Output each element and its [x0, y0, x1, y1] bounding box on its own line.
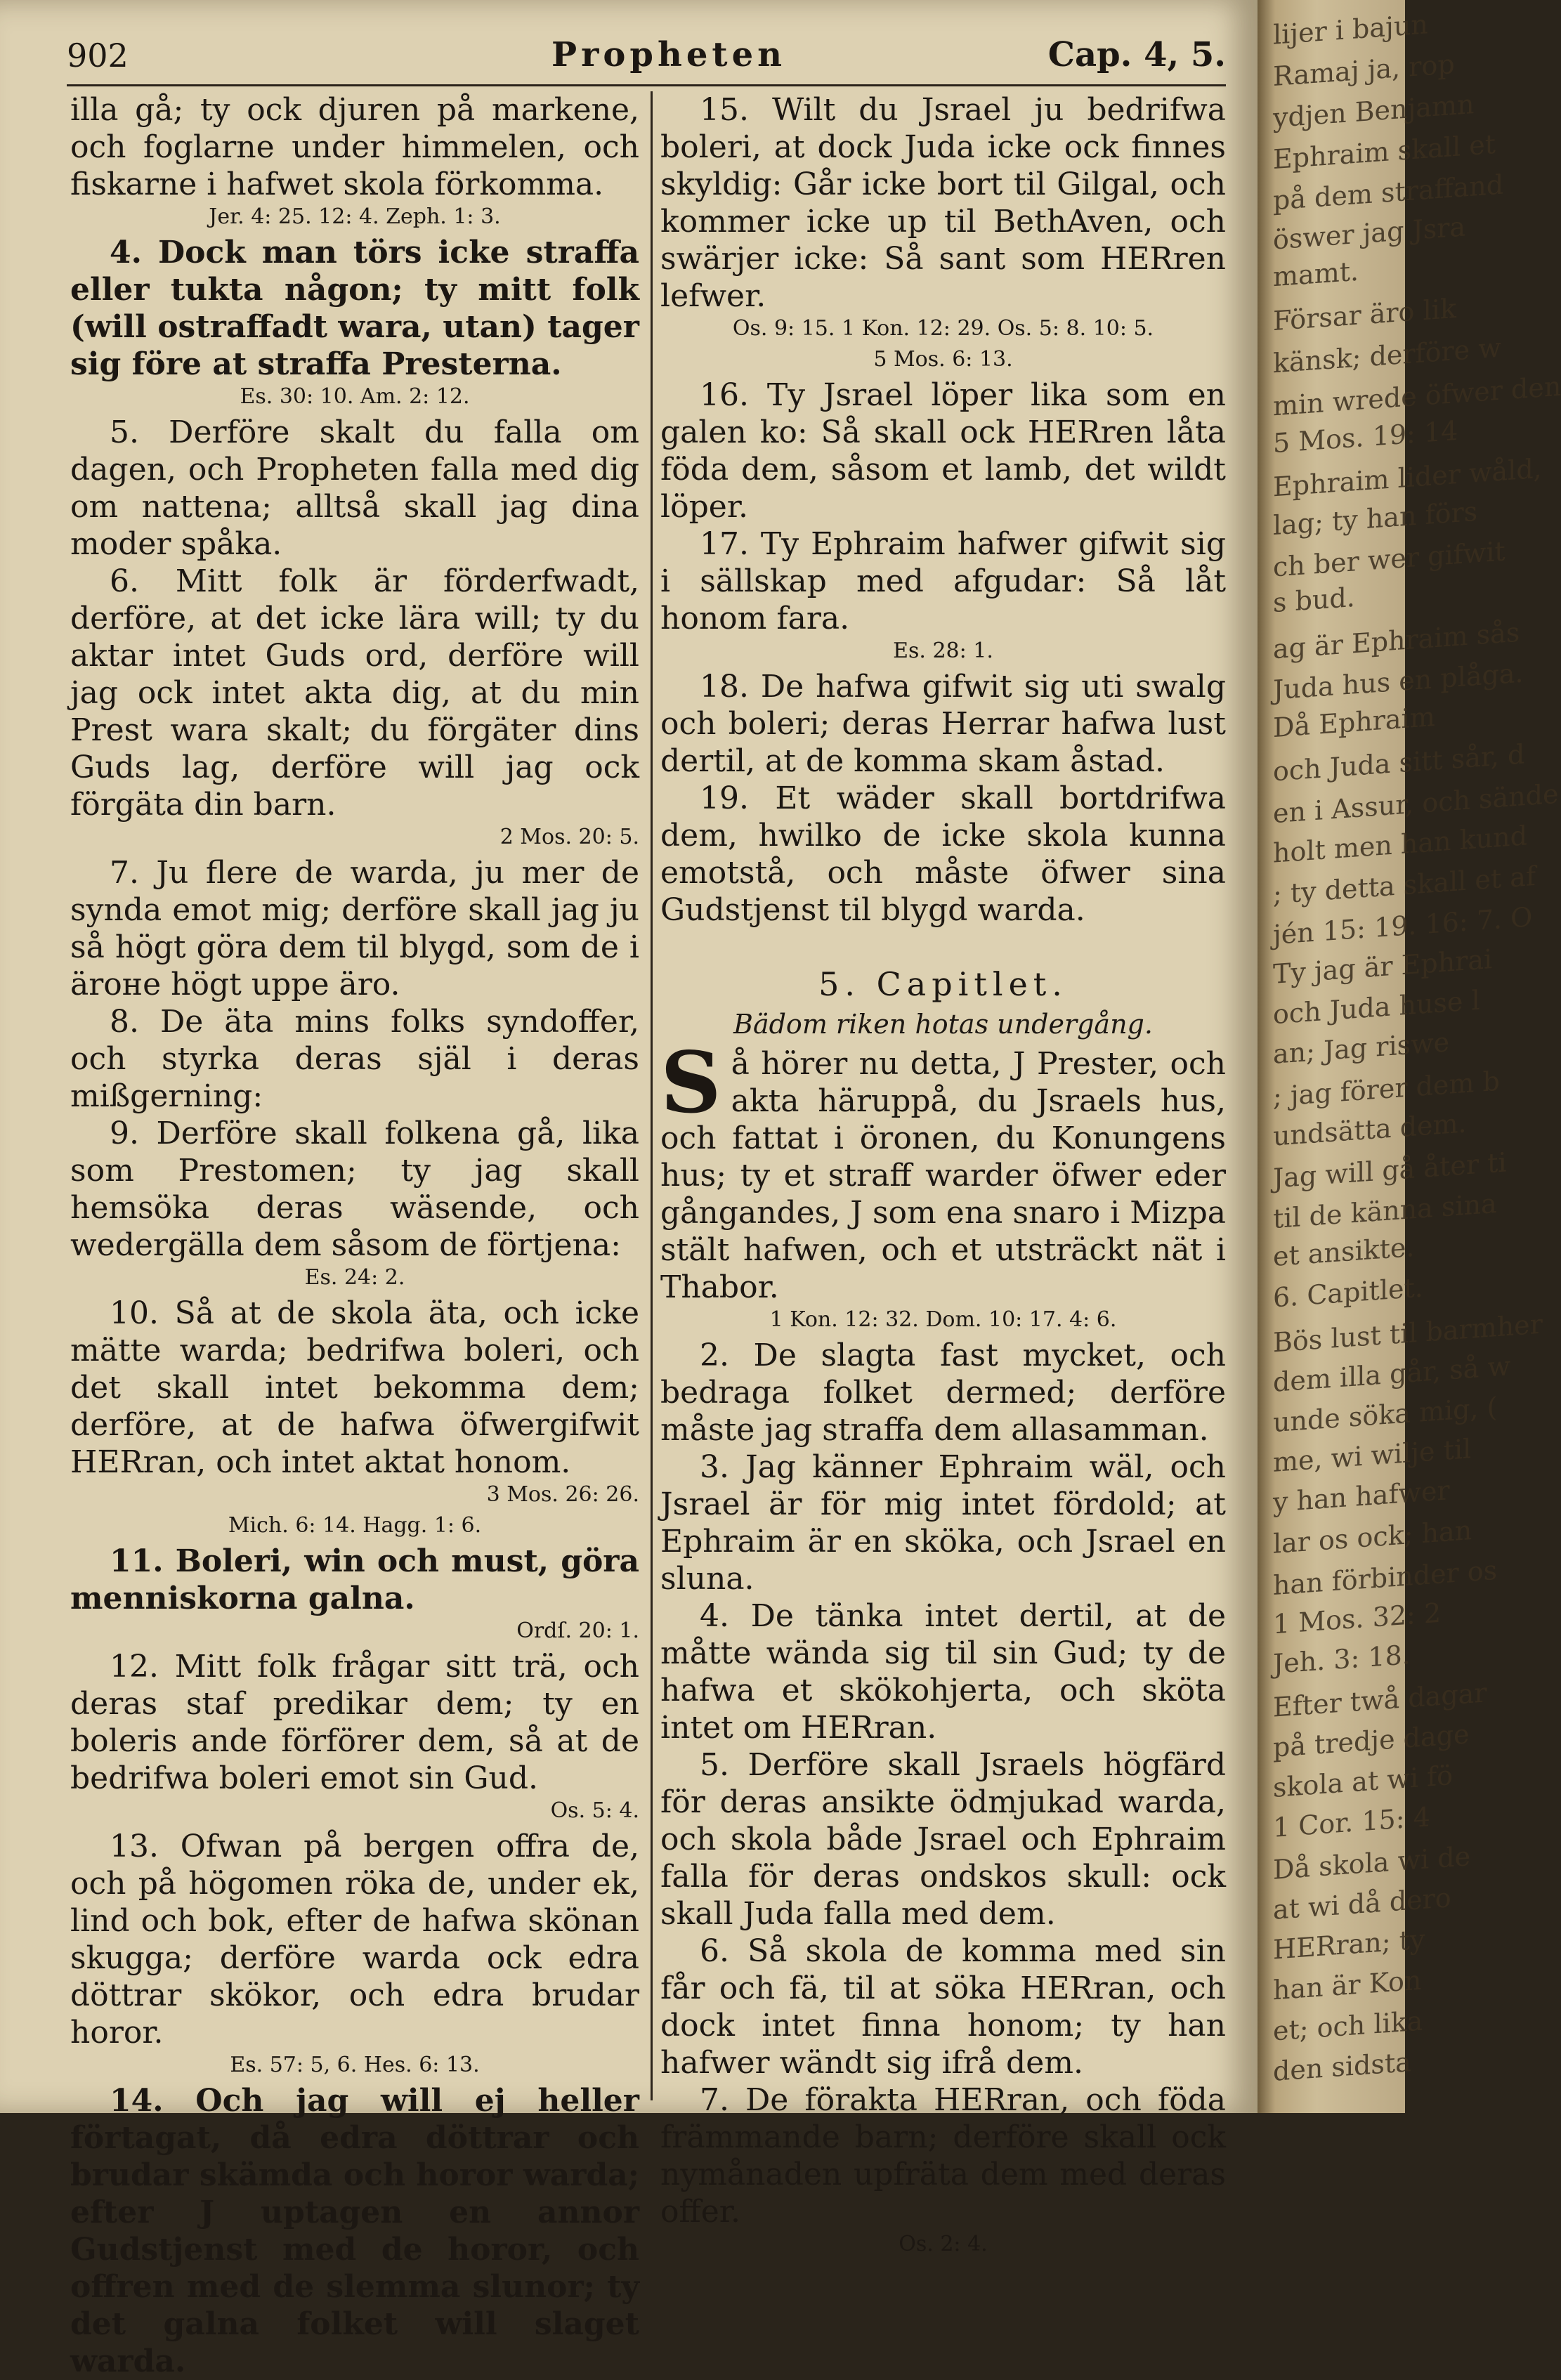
edge-text-fragment: på tredje dage	[1273, 1718, 1470, 1763]
edge-text-fragment: Då Ephraim	[1273, 700, 1435, 744]
edge-text-fragment: s bud.	[1273, 581, 1355, 619]
cross-reference: 1 Kon. 12: 32. Dom. 10: 17. 4: 6.	[769, 1307, 1117, 1332]
edge-text-fragment: han förbinder os	[1273, 1554, 1498, 1602]
edge-text-fragment: Jag will gå åter ti	[1273, 1146, 1507, 1194]
cross-reference: Os. 9: 15. 1 Kon. 12: 29. Os. 5: 8. 10: 5.	[732, 316, 1154, 341]
edge-text-fragment: et; och lika	[1273, 2005, 1423, 2047]
cross-reference: 3 Mos. 26: 26.	[486, 1482, 639, 1507]
edge-text-fragment: lag; ty han förs	[1273, 495, 1478, 542]
cross-reference: Es. 57: 5, 6. Hes. 6: 13.	[230, 2053, 480, 2077]
edge-text-fragment: Ramaj ja, rop	[1273, 48, 1455, 93]
chapter-opening-paragraph	[660, 1033, 1226, 1306]
edge-text-fragment: dem illa går, så w	[1273, 1350, 1511, 1398]
verse-paragraph: 9. Derföre skall folkena gå, lika som Prestomen; ty jag skall hemsöka deras wäsende, och wedergälla dem såsom de förtjena:	[70, 1116, 639, 1263]
edge-text-fragment: Ephraim lider wåld,	[1273, 452, 1542, 503]
page-header	[67, 28, 1226, 86]
edge-text-fragment: 5 Mos. 19: 14	[1273, 414, 1458, 459]
verse-paragraph: 6. Så skola de komma med sin får och fä, til at söka HERran, och dock intet finna honom; ty han hafwer wändt sig ifrå dem.	[660, 1933, 1226, 2081]
verse-paragraph: 14. Och jag will ej heller förtagat, då edra döttrar och brudar skämda och horor warda; efter J uptagen en annor Gudstjenst med de horor, och offren med de slemma slunor; ty det galna folket will slaget warda.	[70, 2083, 639, 2379]
edge-text-fragment: ag är Ephraim sås	[1273, 616, 1520, 665]
cross-reference: Ordſ. 20: 1.	[516, 1619, 639, 1643]
cross-reference: Jer. 4: 25. 12: 4. Zeph. 1: 3.	[209, 204, 501, 229]
verse-paragraph: 11. Boleri, win och must, göra menniskorna galna.	[70, 1543, 639, 1616]
edge-text-fragment: y han hafwer	[1273, 1475, 1450, 1518]
edge-text-fragment: och Juda sitt sår, d	[1273, 738, 1525, 787]
chapter-reference: Cap. 4, 5.	[1047, 35, 1226, 74]
cross-reference: Os. 5: 4.	[550, 1798, 639, 1823]
verse-paragraph: 8. De äta mins folks syndoffer, och styrka deras själ i deras mißgerning:	[70, 1004, 639, 1114]
edge-text-fragment: Bös lust til barmher	[1273, 1308, 1543, 1359]
verse-paragraph: 6. Mitt folk är förderfwadt, derföre, at det icke lära will; ty du aktar intet Guds ord, derföre will jag ock intet akta dig, at du min Prest wara skalt; du förgäter dins Guds lag, derföre will jag ock förgäta din barn.	[70, 563, 639, 823]
edge-text-fragment: me, wi wilje til	[1273, 1433, 1472, 1478]
verse-paragraph: 5. Derföre skall Jsraels högfärd för deras ansikte ödmjukad warda, och skola både Jsrael och Ephraim falla för deras ondskos skull: ock skall Juda falla med dem.	[660, 1747, 1226, 1932]
edge-text-fragment: skola at wi fö	[1273, 1760, 1453, 1803]
cross-reference: 5 Mos. 6: 13.	[873, 347, 1013, 372]
verse-paragraph: 10. Så at de skola äta, och icke mätte warda; bedrifwa boleri, och det skall intet bekomma dem; derföre, at de hafwa öfwergifwit HERran, och intet aktat honom.	[70, 1295, 639, 1480]
cross-reference: Es. 28: 1.	[893, 639, 993, 663]
edge-text-fragment: HERran; ty	[1273, 1923, 1425, 1966]
verse-paragraph: 4. Dock man törs icke straffa eller tukta någon; ty mitt folk (will ostraffadt wara, utan) tager sig före at straffa Presterna.	[70, 235, 639, 382]
edge-text-fragment: ch ber wer gifwit	[1273, 535, 1506, 583]
edge-text-fragment: jén 15: 19. 16: 7. O	[1273, 901, 1533, 950]
verse-paragraph: illa gå; ty ock djuren på markene, och foglarne under himmelen, och fiskarne i hafwet skola förkomma.	[70, 92, 639, 202]
cross-reference: Es. 24: 2.	[304, 1265, 405, 1290]
edge-text-fragment: Försar äro lik	[1273, 292, 1456, 337]
edge-text-fragment: lar os ock; han	[1273, 1515, 1472, 1560]
edge-text-fragment: unde söka mig, (	[1273, 1391, 1498, 1439]
cross-reference: Es. 30: 10. Am. 2: 12.	[240, 384, 470, 409]
column-divider	[651, 91, 653, 2100]
edge-text-fragment: den sidsta	[1273, 2046, 1411, 2087]
edge-text-fragment: känsk; derföre w	[1273, 332, 1501, 379]
verse-paragraph: 16. Ty Jsrael löper lika som en galen ko: Så skall ock HERren låta föda dem, såsom et lamb, det wildt löper.	[660, 377, 1226, 525]
verse-paragraph: 18. De hafwa gifwit sig uti swalg och boleri; deras Herrar hafwa lust dertil, at de komma skam åstad.	[660, 669, 1226, 779]
edge-text-fragment: at wi då dero	[1273, 1882, 1451, 1925]
edge-text-fragment: undsätta dem.	[1273, 1107, 1467, 1152]
chapter-heading: 5. Capitlet.	[818, 965, 1068, 1003]
verse-paragraph: 7. De förakta HERran, och föda främmande barn; derföre skall ock nymånaden upfräta dem med deras offer.	[660, 2082, 1226, 2230]
verse-paragraph: 3. Jag känner Ephraim wäl, och Jsrael är för mig intet fördold; at Ephraim är en sköka, och Jsrael en sluna.	[660, 1449, 1226, 1597]
edge-text-fragment: en i Assur, och sände	[1273, 778, 1559, 830]
verse-paragraph: 4. De tänka intet dertil, at de måtte wända sig til sin Gud; ty de hafwa et skökohjerta, och sköta intet om HERran.	[660, 1598, 1226, 1746]
verse-paragraph: 13. Ofwan på bergen offra de, och på högomen röka de, under ek, lind och bok, efter de hafwa skönan skugga; derföre warda ock edra döttrar skökor, och edra brudar horor.	[70, 1829, 639, 2051]
adjacent-page-edge	[1258, 0, 1561, 2113]
edge-text-fragment: min wrede öfwer den	[1273, 370, 1561, 422]
edge-text-fragment: ; ty detta skall et af	[1273, 860, 1536, 910]
edge-text-fragment: lijer i bajun	[1273, 8, 1428, 51]
verse-paragraph: 12. Mitt folk frågar sitt trä, och deras staf predikar dem; ty en boleris ande förförer dem, så at de bedrifwa boleri emot sin Gud.	[70, 1649, 639, 1796]
drop-cap: S	[660, 1033, 721, 1132]
edge-text-fragment: öswer jag Jsra	[1273, 211, 1466, 256]
verse-paragraph: 15. Wilt du Jsrael ju bedrifwa boleri, at dock Juda icke ock finnes skyldig: Går icke bort til Gilgal, och kommer icke up til BethAven, och swärjer icke: Så sant som HERren lefwer.	[660, 92, 1226, 314]
cross-reference: Mich. 6: 14. Hagg. 1: 6.	[228, 1513, 482, 1538]
edge-text-fragment: ; jag förer dem b	[1273, 1065, 1500, 1113]
edge-text-fragment: 6. Capitlet.	[1273, 1271, 1423, 1314]
verse-paragraph: 19. Et wäder skall bortdrifwa dem, hwilko de icke skola kunna emotstå, och måste öfwer sina Gudstjenst til blygd warda.	[660, 780, 1226, 928]
edge-text-fragment: Juda hus en plåga.	[1273, 657, 1524, 706]
right-column	[660, 91, 1226, 2261]
edge-text-fragment: Ty jag är Ephrai	[1273, 943, 1493, 990]
page-number: 902	[67, 37, 129, 74]
running-title: Propheten	[551, 35, 787, 74]
edge-text-fragment: et ansikte.	[1273, 1231, 1415, 1273]
opening-text: å hörer nu detta, J Prester, och akta häruppå, du Jsraels hus, och fattat i öronen, du Konungens hus; ty et straff warder öfwer eder gångandes, J som ena snaro i Mizpa stält hafwen, och et utsträckt nät i Thabor.	[660, 1046, 1226, 1305]
verse-paragraph: 7. Ju flere de warda, ju mer de synda emot mig; derföre skall jag ju så högt göra dem til blygd, som de i äroне högt uppe äro.	[70, 855, 639, 1002]
edge-text-fragment: 1 Cor. 15: 4	[1273, 1801, 1430, 1843]
edge-text-fragment: holt men han kund	[1273, 820, 1527, 869]
edge-text-fragment: 1 Mos. 32: 2	[1273, 1597, 1442, 1640]
edge-text-fragment: Efter twå dagar	[1273, 1677, 1487, 1723]
edge-text-fragment: Ephraim skall et	[1273, 128, 1496, 176]
cross-reference: 2 Mos. 20: 5.	[499, 825, 639, 849]
verse-paragraph: 17. Ty Ephraim hafwer gifwit sig i sällskap med afgudar: Så låt honom fara.	[660, 526, 1226, 636]
edge-text-fragment: han är Kon	[1273, 1964, 1422, 2006]
verse-paragraph: 2. De slagta fast mycket, och bedraga folket dermed; derföre måste jag straffa dem allasamman.	[660, 1338, 1226, 1448]
edge-text-fragment: Då skola wi de	[1273, 1840, 1471, 1885]
edge-text-fragment: an; Jag riswe	[1273, 1026, 1450, 1070]
edge-text-fragment: och Juda huse l	[1273, 984, 1480, 1031]
edge-text-fragment: til de känna sina	[1273, 1187, 1497, 1235]
verse-paragraph: 5. Derföre skalt du falla om dagen, och Propheten falla med dig om nattena; alltså skall jag dina moder spåka.	[70, 414, 639, 562]
edge-text-fragment: mamt.	[1273, 255, 1359, 293]
edge-text-fragment: ydjen Benjamn	[1273, 88, 1475, 134]
cross-reference: Os. 2: 4.	[899, 2232, 988, 2256]
left-column	[70, 91, 639, 2380]
chapter-summary: Bädom riken hotas undergång.	[733, 1009, 1153, 1040]
edge-text-fragment: på dem straffand	[1273, 169, 1504, 216]
edge-text-fragment: Jeh. 3: 18.	[1273, 1639, 1411, 1680]
